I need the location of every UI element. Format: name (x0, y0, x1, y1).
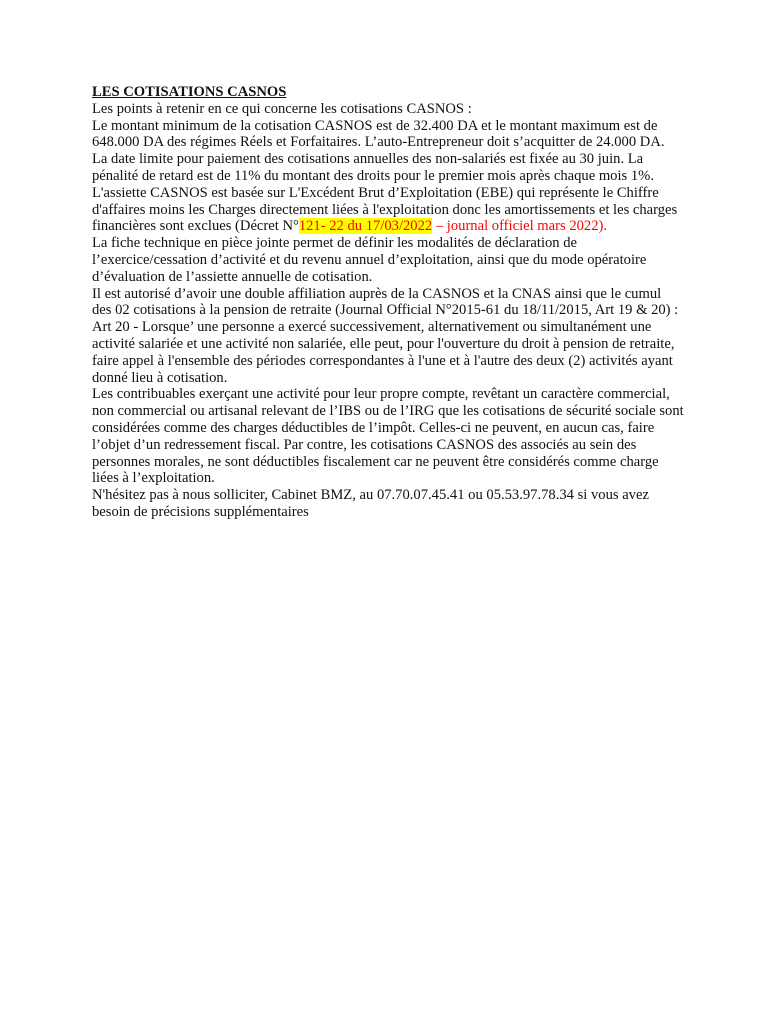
journal-officiel-note: – journal officiel mars 2022). (432, 218, 608, 235)
paragraph-double-affiliation: Il est autorisé d’avoir une double affiliation auprès de la CASNOS et la CNAS ainsi que le cumul des 02 cotisations à la pension de retraite (Journal Official N°2015-61 du 18/11/2015, Art 19 & 20) : Art 20 - Lorsque’ une personne a exercé successivement, alternativement ou simultanément une activité salariée et une activité non salariée, elle peut, pour l'ouverture du droit à pension de retraite, faire appel à l'ensemble des périodes correspondantes à l'une et à l'autre des deux (2) activités ayant donné lieu à cotisation. (92, 285, 679, 386)
assiette-text: L'assiette CASNOS est basée sur L'Excédent Brut d’Exploitation (EBE) qui représente le Chiffre d'affaires moins les Charges directement liées à l'exploitation donc les amortissements et les charges financières sont exclues (Décret N° (92, 184, 678, 235)
paragraph-assiette (92, 185, 684, 235)
document-title: LES COTISATIONS CASNOS (92, 84, 287, 100)
paragraph-contact: N'hésitez pas à nous solliciter, Cabinet BMZ, au 07.70.07.45.41 ou 05.53.97.78.34 si vous avez besoin de précisions supplémentaires (92, 487, 649, 520)
decree-reference-highlight: 121- 22 du 17/03/2022 (298, 218, 433, 235)
paragraph-intro: Les points à retenir en ce qui concerne les cotisations CASNOS : (92, 100, 472, 117)
document-page (92, 84, 684, 521)
paragraph-contribuables: Les contribuables exerçant une activité pour leur propre compte, revêtant un caractère commercial, non commercial ou artisanal relevant de l’IBS ou de l’IRG que les cotisations de sécurité sociale sont considérées comme des charges déductibles de l’impôt. Celles-ci ne peuvent, en aucun cas, faire l’objet d’un redressement fiscal. Par contre, les cotisations CASNOS des associés au sein des personnes morales, ne sont déductibles fiscalement car ne peuvent être considérés comme charge liées à l’exploitation. (92, 386, 684, 487)
paragraph-montant: Le montant minimum de la cotisation CASNOS est de 32.400 DA et le montant maximum est de 648.000 DA des régimes Réels et Forfaitaires. L’auto-Entrepreneur doit s’acquitter de 24.000 DA. (92, 117, 665, 151)
paragraph-fiche-technique: La fiche technique en pièce jointe permet de définir les modalités de déclaration de l’exercice/cessation d’activité et du revenu annuel d’exploitation, ainsi que du mode opératoire d’évaluation de l’assiette annuelle de cotisation. (92, 235, 647, 285)
paragraph-date-limite: La date limite pour paiement des cotisations annuelles des non-salariés est fixée au 30 juin. La pénalité de retard est de 11% du montant des droits pour le premier mois après chaque mois 1%. (92, 151, 654, 184)
